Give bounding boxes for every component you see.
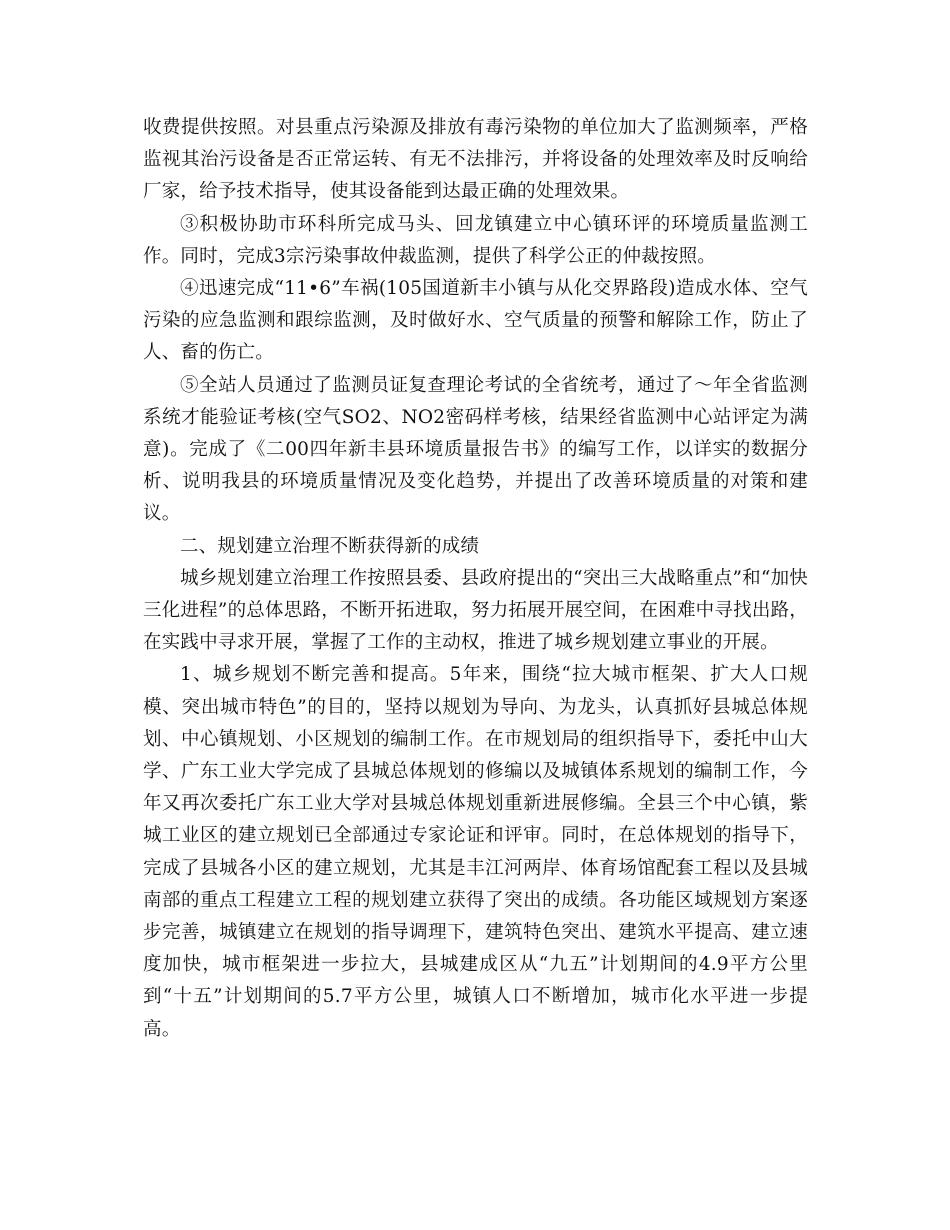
paragraph-item-4: ④迅速完成“11•6”车祸(105国道新丰小镇与从化交界路段)造成水体、空气污染的应急监测和跟综监测，及时做好水、空气质量的预警和解除工作，防止了人、畜的伤亡。 <box>143 278 808 364</box>
paragraph-planning-overview: 城乡规划建立治理工作按照县委、县政府提出的“突出三大战略重点”和“加快三化进程”的总体思路，不断开拓进取，努力拓展开展空间，在困难中寻找出路，在实践中寻求开展，掌握了工作的主动权，推进了城乡规划建立事业的开展。 <box>143 567 808 654</box>
section-heading-planning: 二、规划建立治理不断获得新的成绩 <box>180 535 480 557</box>
paragraph-planning-detail: 1、城乡规划不断完善和提高。5年来，围绕“拉大城市框架、扩大人口规模、突出城市特色”的目的，坚持以规划为导向、为龙头，认真抓好县城总体规划、中心镇规划、小区规划的编制工作。在市规划局的组织指导下，委托中山大学、广东工业大学完成了县城总体规划的修编以及城镇体系规划的编制工作，今年又再次委托广东工业大学对县城总体规划重新进展修编。全县三个中心镇，紫城工业区的建立规划已全部通过专家论证和评审。同时，在总体规划的指导下，完成了县城各小区的建立规划，尤其是丰江河两岸、体育场馆配套工程以及县城南部的重点工程建立工程的规划建立获得了突出的成绩。各功能区域规划方案逐步完善，城镇建立在规划的指导调理下，建筑特色突出、建筑水平提高、建立速度加快，城市框架进一步拉大，县城建成区从“九五”计划期间的4.9平方公里到“十五”计划期间的5.7平方公里，城镇人口不断增加，城市化水平进一步提高。 <box>143 664 808 1040</box>
paragraph-item-5: ⑤全站人员通过了监测员证复查理论考试的全省统考，通过了～年全省监测系统才能验证考核(空气SO2、NO2密码样考核，结果经省监测中心站评定为满意)。完成了《二00四年新丰县环境质量报告书》的编写工作，以详实的数据分析、说明我县的环境质量情况及变化趋势，并提出了改善环境质量的对策和建议。 <box>143 374 808 525</box>
paragraph-item-3: ③积极协助市环科所完成马头、回龙镇建立中心镇环评的环境质量监测工作。同时，完成3宗污染事故仲裁监测，提供了科学公正的仲裁按照。 <box>143 213 808 267</box>
document-body <box>143 112 808 1046</box>
paragraph-fee-basis: 收费提供按照。对县重点污染源及排放有毒污染物的单位加大了监测频率，严格监视其治污设备是否正常运转、有无不法排污，并将设备的处理效率及时反响给厂家，给予技术指导，使其设备能到达最正确的处理效果。 <box>143 117 808 203</box>
